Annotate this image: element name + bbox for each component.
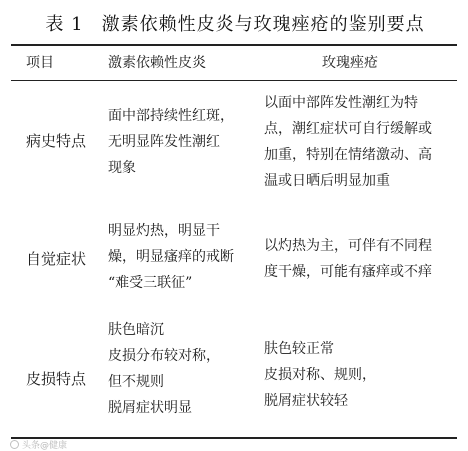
row-label-symptoms: 自觉症状 — [26, 250, 87, 268]
cell-line: 点，潮红症状可自行缓解或 — [264, 121, 432, 137]
cell-symptoms-steroid — [108, 218, 234, 296]
row-label-lesions: 皮损特点 — [26, 370, 87, 388]
watermark-logo-icon — [10, 440, 19, 449]
column-header-item: 项目 — [26, 55, 54, 71]
cell-line: 无明显阵发性潮红 — [108, 134, 220, 150]
cell-line: 燥，明显瘙痒的戒断 — [108, 249, 234, 265]
table-title — [0, 10, 468, 36]
cell-line: 肤色暗沉 — [108, 322, 164, 338]
cell-line: 脱屑症状较轻 — [264, 393, 348, 409]
watermark — [10, 438, 67, 451]
table-caption: 激素依赖性皮炎与玫瑰痤疮的鉴别要点 — [101, 14, 425, 35]
cell-history-rosacea — [264, 90, 432, 194]
cell-line: 面中部持续性红斑， — [108, 108, 234, 124]
cell-line: 度干燥，可能有瘙痒或不痒 — [264, 264, 432, 280]
cell-line: 加重，特别在情绪激动、高 — [264, 147, 432, 163]
column-header-steroid-dermatitis: 激素依赖性皮炎 — [108, 55, 206, 71]
cell-line: 但不规则 — [108, 374, 164, 390]
cell-line: 以灼热为主，可伴有不同程 — [264, 238, 432, 254]
cell-line: 皮损对称、规则， — [264, 367, 376, 383]
cell-history-steroid — [108, 103, 234, 181]
header-rule — [11, 80, 457, 81]
cell-lesions-rosacea — [264, 336, 376, 414]
cell-line: 现象 — [108, 160, 136, 176]
top-rule — [11, 44, 457, 46]
cell-line: 温或日晒后明显加重 — [264, 173, 390, 189]
cell-line: 以面中部阵发性潮红为特 — [264, 95, 418, 111]
bottom-rule — [11, 437, 457, 439]
cell-symptoms-rosacea — [264, 233, 432, 285]
watermark-text: 头条@健康 — [22, 441, 68, 451]
column-header-rosacea: 玫瑰痤疮 — [322, 55, 378, 71]
cell-lesions-steroid — [108, 317, 220, 421]
cell-line: “难受三联征” — [108, 275, 193, 291]
cell-line: 皮损分布较对称， — [108, 348, 220, 364]
cell-line: 肤色较正常 — [264, 341, 334, 357]
cell-line: 明显灼热，明显干 — [108, 223, 220, 239]
cell-line: 脱屑症状明显 — [108, 400, 192, 416]
table-number: 表 1 — [45, 14, 84, 35]
row-label-history: 病史特点 — [26, 132, 87, 150]
